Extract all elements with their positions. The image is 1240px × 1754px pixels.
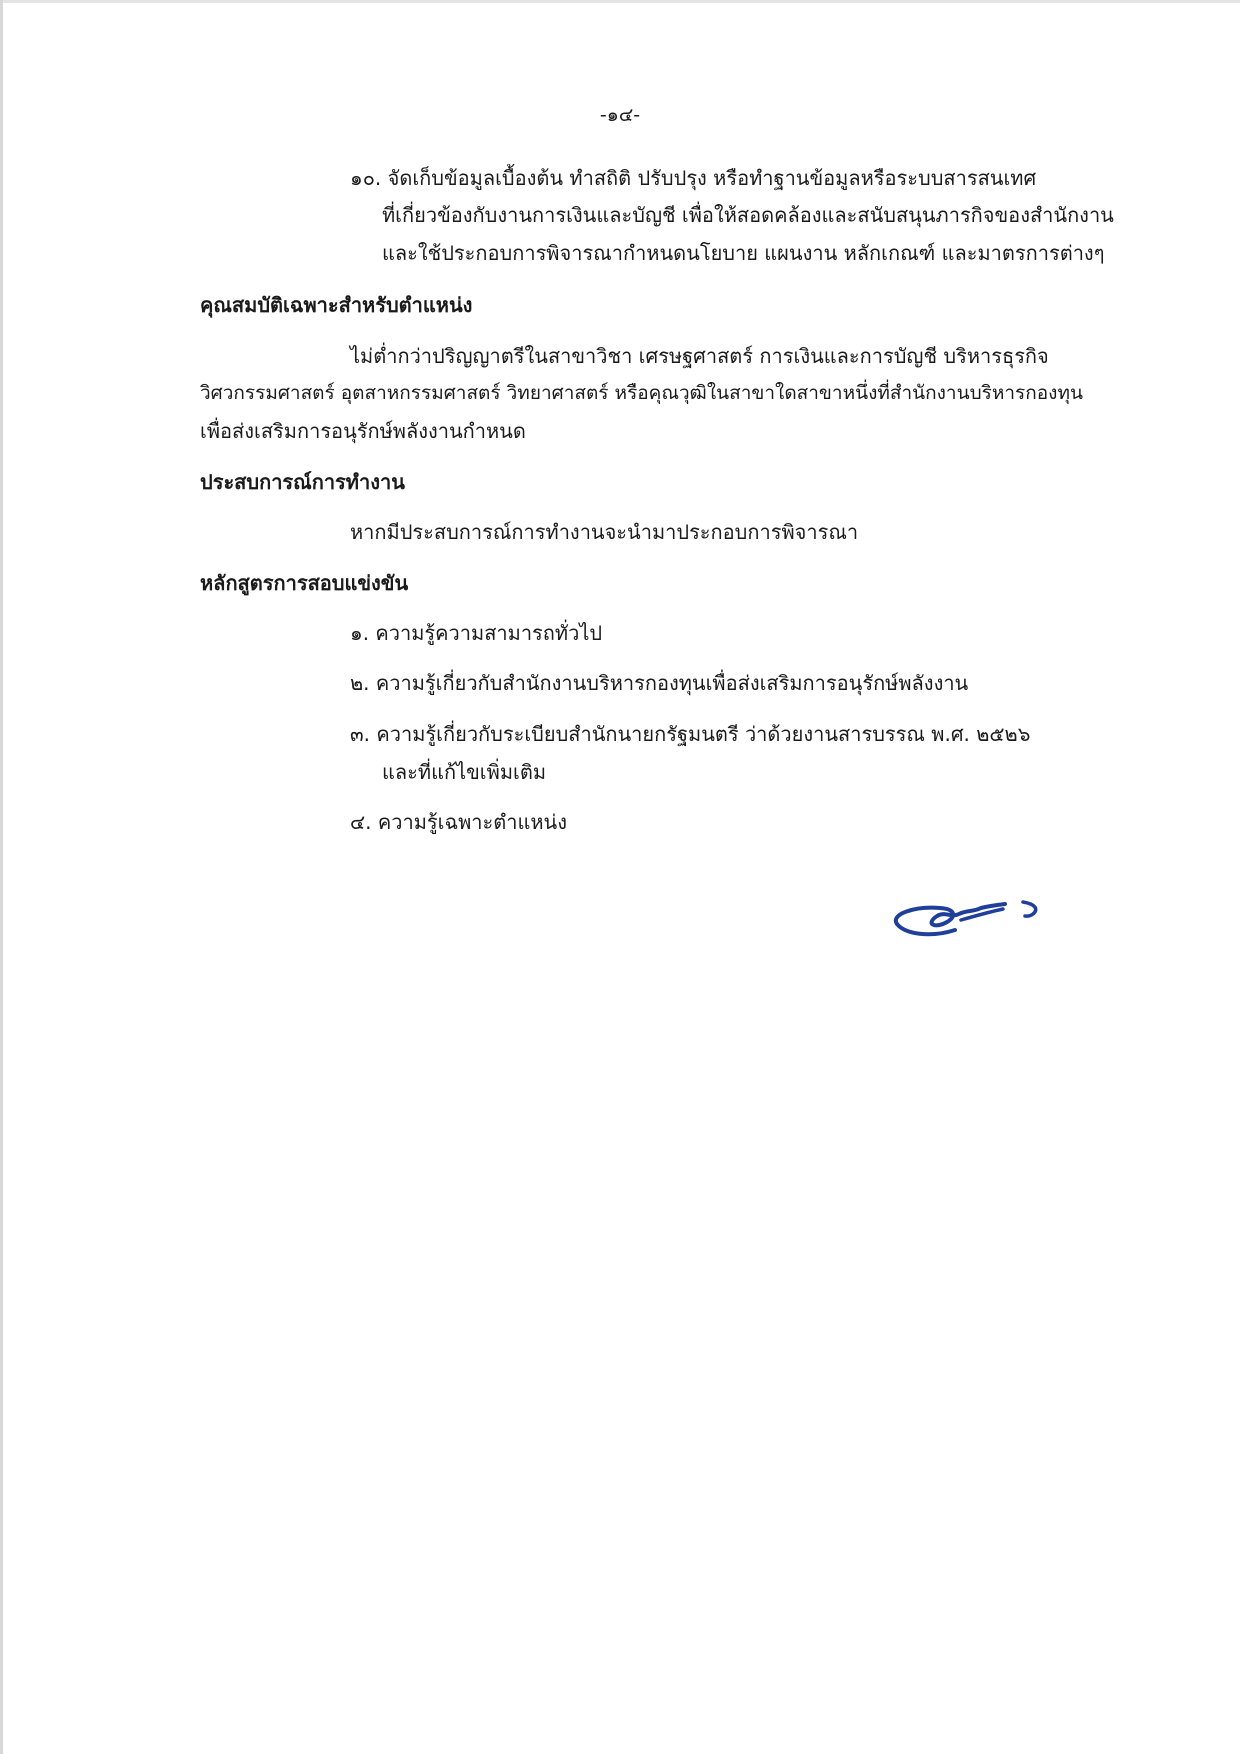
page-number: -๑๔-	[599, 104, 641, 126]
handwritten-signature	[885, 894, 1055, 954]
qualifications-line: วิศวกรรมศาสตร์ อุตสาหกรรมศาสตร์ วิทยาศาสตร์ หรือคุณวุฒิในสาขาใดสาขาหนึ่งที่สำนักงานบริหารกองทุน	[200, 382, 1083, 404]
experience-text: หากมีประสบการณ์การทำงานจะนำมาประกอบการพิจารณา	[350, 520, 859, 544]
scan-top-edge	[0, 0, 1240, 3]
qualifications-heading: คุณสมบัติเฉพาะสำหรับตำแหน่ง	[200, 293, 473, 317]
exam-item: ๔. ความรู้เฉพาะตำแหน่ง	[350, 810, 567, 834]
duty-line: ๑๐. จัดเก็บข้อมูลเบื้องต้น ทำสถิติ ปรับปรุง หรือทำฐานข้อมูลหรือระบบสารสนเทศ	[350, 166, 1037, 190]
qualifications-line: เพื่อส่งเสริมการอนุรักษ์พลังงานกำหนด	[200, 419, 526, 443]
exam-item: ๓. ความรู้เกี่ยวกับระเบียบสำนักนายกรัฐมนตรี ว่าด้วยงานสารบรรณ พ.ศ. ๒๕๒๖	[350, 722, 1031, 746]
qualifications-line: ไม่ต่ำกว่าปริญญาตรีในสาขาวิชา เศรษฐศาสตร์ การเงินและการบัญชี บริหารธุรกิจ	[350, 344, 1049, 368]
exam-item: ๑. ความรู้ความสามารถทั่วไป	[350, 621, 603, 645]
scan-left-edge	[0, 0, 3, 1754]
exam-item: ๒. ความรู้เกี่ยวกับสำนักงานบริหารกองทุนเพื่อส่งเสริมการอนุรักษ์พลังงาน	[350, 671, 969, 695]
duty-line: ที่เกี่ยวข้องกับงานการเงินและบัญชี เพื่อให้สอดคล้องและสนับสนุนภารกิจของสำนักงาน	[382, 203, 1114, 227]
experience-heading: ประสบการณ์การทำงาน	[200, 470, 405, 494]
exam-item-continuation: และที่แก้ไขเพิ่มเติม	[382, 760, 547, 784]
exam-heading: หลักสูตรการสอบแข่งขัน	[200, 571, 409, 595]
duty-line: และใช้ประกอบการพิจารณากำหนดนโยบาย แผนงาน หลักเกณฑ์ และมาตรการต่างๆ	[382, 241, 1105, 265]
